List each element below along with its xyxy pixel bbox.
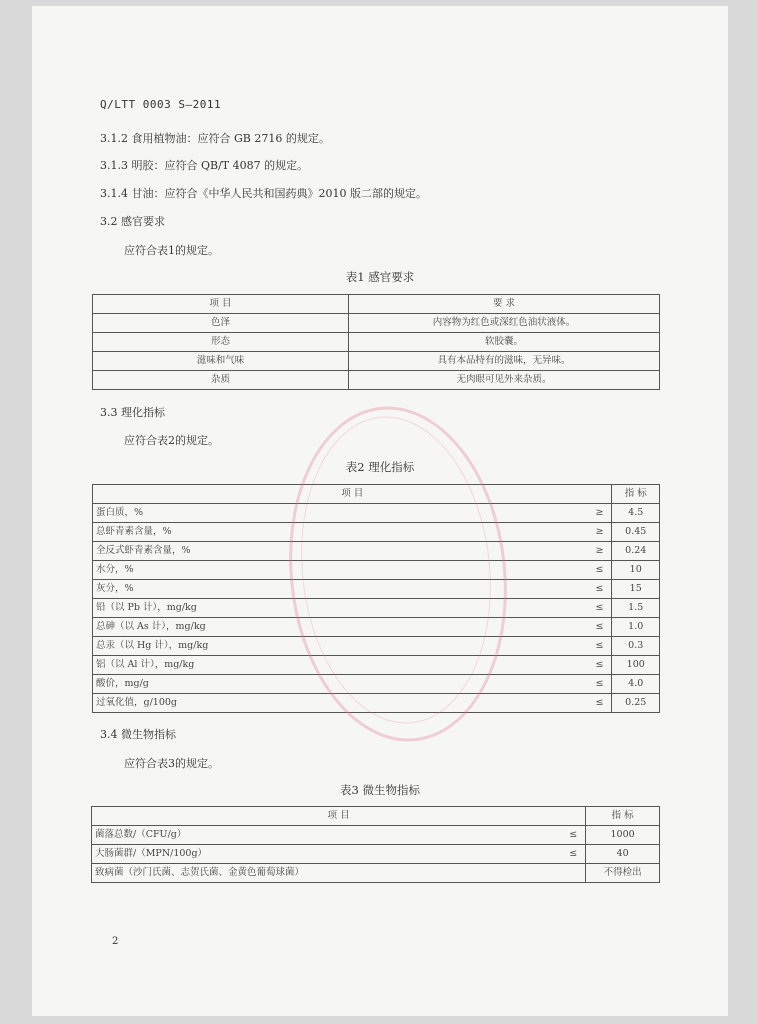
table-cell-operator: ≤ <box>543 675 612 694</box>
table1-sensory <box>92 294 660 390</box>
table-row <box>92 864 660 883</box>
document-page <box>32 6 728 1016</box>
table-cell: 0.45 <box>612 523 660 542</box>
section-heading-sensory: 3.2 感官要求 <box>100 215 165 228</box>
table-cell-operator: ≤ <box>543 637 612 656</box>
table-cell: 无肉眼可见外来杂质。 <box>349 371 660 390</box>
table-cell-operator: ≤ <box>543 656 612 675</box>
table-cell: 10 <box>612 561 660 580</box>
table-cell: 4.5 <box>612 504 660 523</box>
table-cell-operator: ≤ <box>543 561 612 580</box>
table-header-row <box>93 295 660 314</box>
table-cell: 不得检出 <box>586 864 660 883</box>
table-header-cell: 要 求 <box>349 295 660 314</box>
table-cell-operator: ≤ <box>543 694 612 713</box>
table-row <box>93 333 660 352</box>
table-cell: 蛋白质，% <box>93 504 544 523</box>
table-cell: 0.3 <box>612 637 660 656</box>
table-cell: 软胶囊。 <box>349 333 660 352</box>
table-cell: 菌落总数/（CFU/g） <box>92 826 538 845</box>
table-cell: 1.5 <box>612 599 660 618</box>
table-cell: 致病菌（沙门氏菌、志贺氏菌、金黄色葡萄球菌） <box>92 864 538 883</box>
table-cell-operator: ≤ <box>537 826 586 845</box>
table-row <box>92 826 660 845</box>
table2-caption: 表2 理化指标 <box>345 460 415 474</box>
standard-number: Q/LTT 0003 S—2011 <box>100 98 222 111</box>
table-row <box>93 314 660 333</box>
table-row <box>93 352 660 371</box>
section-note-sensory: 应符合表1的规定。 <box>124 244 219 257</box>
table-cell: 100 <box>612 656 660 675</box>
table-cell: 杂质 <box>93 371 349 390</box>
table-cell: 内容物为红色或深红色油状液体。 <box>349 314 660 333</box>
table-header-cell: 指 标 <box>586 807 660 826</box>
table-cell: 40 <box>586 845 660 864</box>
table-header-cell: 项 目 <box>93 485 612 504</box>
table-cell-operator: ≥ <box>543 523 612 542</box>
table-header-cell: 项 目 <box>92 807 586 826</box>
table3-caption: 表3 微生物指标 <box>340 783 420 797</box>
table-cell-operator: ≥ <box>543 542 612 561</box>
table3-microbial <box>91 806 660 883</box>
section-note-physicochemical: 应符合表2的规定。 <box>124 434 219 447</box>
clause-3-1-2: 3.1.2 食用植物油：应符合 GB 2716 的规定。 <box>100 132 330 145</box>
table1-caption: 表1 感官要求 <box>345 270 415 284</box>
table-row <box>93 371 660 390</box>
table-cell: 总虾青素含量，% <box>93 523 544 542</box>
clause-3-1-3: 3.1.3 明胶：应符合 QB/T 4087 的规定。 <box>100 159 309 172</box>
table-cell-operator: ≤ <box>543 618 612 637</box>
table-cell: 具有本品特有的滋味，无异味。 <box>349 352 660 371</box>
table-cell: 1000 <box>586 826 660 845</box>
table-cell: 总汞（以 Hg 计），mg/kg <box>93 637 544 656</box>
clause-3-1-4: 3.1.4 甘油：应符合《中华人民共和国药典》2010 版二部的规定。 <box>100 187 427 200</box>
table-cell: 大肠菌群/（MPN/100g） <box>92 845 538 864</box>
table-cell: 0.25 <box>612 694 660 713</box>
table-cell: 1.0 <box>612 618 660 637</box>
table-cell: 色泽 <box>93 314 349 333</box>
table-cell: 酸价，mg/g <box>93 675 544 694</box>
section-note-microbial: 应符合表3的规定。 <box>124 757 219 770</box>
table-cell: 过氧化值，g/100g <box>93 694 544 713</box>
table-header-row <box>92 807 660 826</box>
table-cell: 形态 <box>93 333 349 352</box>
table-cell-operator: ≤ <box>543 580 612 599</box>
table-cell-operator: ≤ <box>537 845 586 864</box>
table-row <box>92 845 660 864</box>
section-heading-physicochemical: 3.3 理化指标 <box>100 406 165 419</box>
page-number: 2 <box>112 936 119 947</box>
table-cell: 总砷（以 As 计），mg/kg <box>93 618 544 637</box>
table-cell: 4.0 <box>612 675 660 694</box>
table-cell: 水分，% <box>93 561 544 580</box>
table-cell: 铅（以 Pb 计），mg/kg <box>93 599 544 618</box>
table-cell: 灰分，% <box>93 580 544 599</box>
table-cell-operator: ≤ <box>543 599 612 618</box>
table-cell-operator <box>537 864 586 883</box>
table-cell: 全反式虾青素含量，% <box>93 542 544 561</box>
table-cell: 铝（以 Al 计），mg/kg <box>93 656 544 675</box>
table-cell: 15 <box>612 580 660 599</box>
table-header-cell: 指 标 <box>612 485 660 504</box>
table-cell: 滋味和气味 <box>93 352 349 371</box>
section-heading-microbial: 3.4 微生物指标 <box>100 728 176 741</box>
table-header-cell: 项 目 <box>93 295 349 314</box>
table-cell: 0.24 <box>612 542 660 561</box>
table-cell-operator: ≥ <box>543 504 612 523</box>
